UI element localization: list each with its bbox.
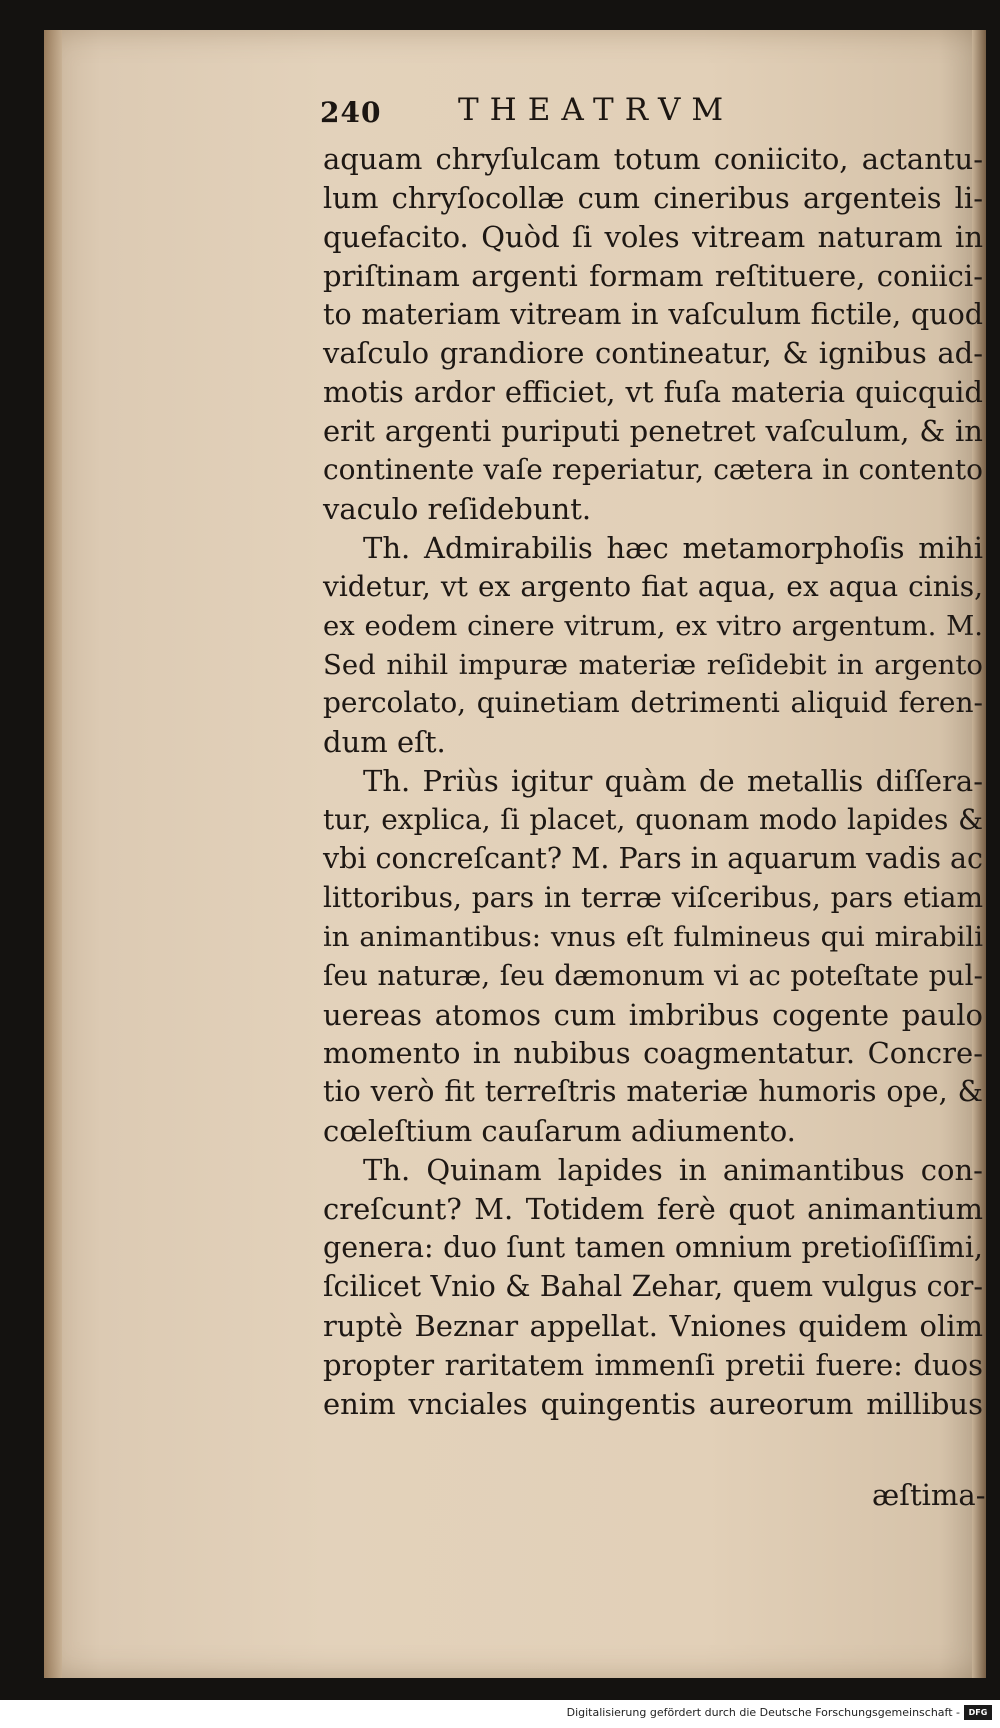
text-line: Th. Admirabilis hæc metamorphoſis mihi bbox=[363, 530, 983, 565]
text-line: genera: duo ſunt tamen omnium pretioſiſſimi, bbox=[323, 1230, 983, 1264]
text-line: enim vnciales quingentis aureorum millibus bbox=[323, 1386, 983, 1421]
funding-credit: Digitalisierung gefördert durch die Deutsche Forschungsgemeinschaft - bbox=[566, 1706, 960, 1719]
text-line: momento in nubibus coagmentatur. Concre- bbox=[323, 1036, 983, 1071]
text-line: aquam chryſulcam totum coniicito, actantu- bbox=[323, 142, 983, 176]
text-line: erit argenti puriputi penetret vaſculum, & in bbox=[323, 414, 983, 449]
text-line: videtur, vt ex argento fiat aqua, ex aqua cinis, bbox=[323, 569, 983, 603]
text-line: vbi concreſcant? M. Pars in aquarum vadis ac bbox=[323, 842, 983, 876]
text-line: priſtinam argenti formam reſtituere, coniici- bbox=[323, 258, 983, 293]
text-line: uereas atomos cum imbribus cogente paulo bbox=[323, 997, 983, 1032]
catchword: æſtima- bbox=[872, 1478, 986, 1512]
text-line: creſcunt? M. Totidem ferè quot animantium bbox=[323, 1192, 983, 1227]
text-line: propter raritatem immenſi pretii fuere: duos bbox=[323, 1347, 983, 1382]
text-line: motis ardor efficiet, vt fuſa materia quicquid bbox=[323, 375, 983, 410]
page-number: 240 bbox=[320, 96, 382, 129]
text-line: percolato, quinetiam detrimenti aliquid feren- bbox=[323, 686, 983, 720]
running-title: THEATRVM bbox=[458, 92, 735, 128]
text-line: dum eſt. bbox=[323, 725, 446, 760]
text-line: littoribus, pars in terræ viſceribus, pars etiam bbox=[323, 880, 983, 914]
text-line: lum chryſocollæ cum cineribus argenteis li- bbox=[323, 180, 983, 215]
text-line: quefacito. Quòd ſi voles vitream naturam in bbox=[323, 219, 983, 254]
text-line: Sed nihil impuræ materiæ reſidebit in argento bbox=[323, 648, 983, 681]
text-line: vaſculo grandiore contineatur, & ignibus ad- bbox=[323, 336, 983, 371]
running-header bbox=[278, 92, 898, 136]
text-line: cœleſtium cauſarum adiumento. bbox=[323, 1114, 796, 1149]
text-line: in animantibus: vnus eſt fulmineus qui mirabili bbox=[323, 920, 983, 953]
text-line: Th. Priùs igitur quàm de metallis diſſera- bbox=[363, 764, 983, 799]
text-line: ſeu naturæ, ſeu dæmonum vi ac poteſtate pul- bbox=[323, 958, 983, 992]
text-line: vaculo reſidebunt. bbox=[323, 492, 592, 527]
text-line: to materiam vitream in vaſculum fictile, quod bbox=[323, 297, 983, 331]
text-line: ſcilicet Vnio & Bahal Zehar, quem vulgus cor- bbox=[323, 1269, 983, 1303]
body-text bbox=[323, 140, 983, 1423]
digitization-footer bbox=[0, 1700, 1000, 1728]
text-line: Th. Quinam lapides in animantibus con- bbox=[363, 1153, 983, 1188]
text-line: tur, explica, ſi placet, quonam modo lapides & bbox=[323, 803, 983, 837]
page-gutter-shadow bbox=[44, 30, 62, 1678]
dfg-logo: DFG bbox=[964, 1705, 992, 1720]
text-line: ex eodem cinere vitrum, ex vitro argentum. M. bbox=[323, 609, 983, 642]
text-line: continente vaſe reperiatur, cætera in contento bbox=[323, 453, 983, 487]
text-line: ruptè Beznar appellat. Vniones quidem olim bbox=[323, 1308, 983, 1343]
text-line: tio verò fit terreſtris materiæ humoris ope, & bbox=[323, 1075, 983, 1109]
